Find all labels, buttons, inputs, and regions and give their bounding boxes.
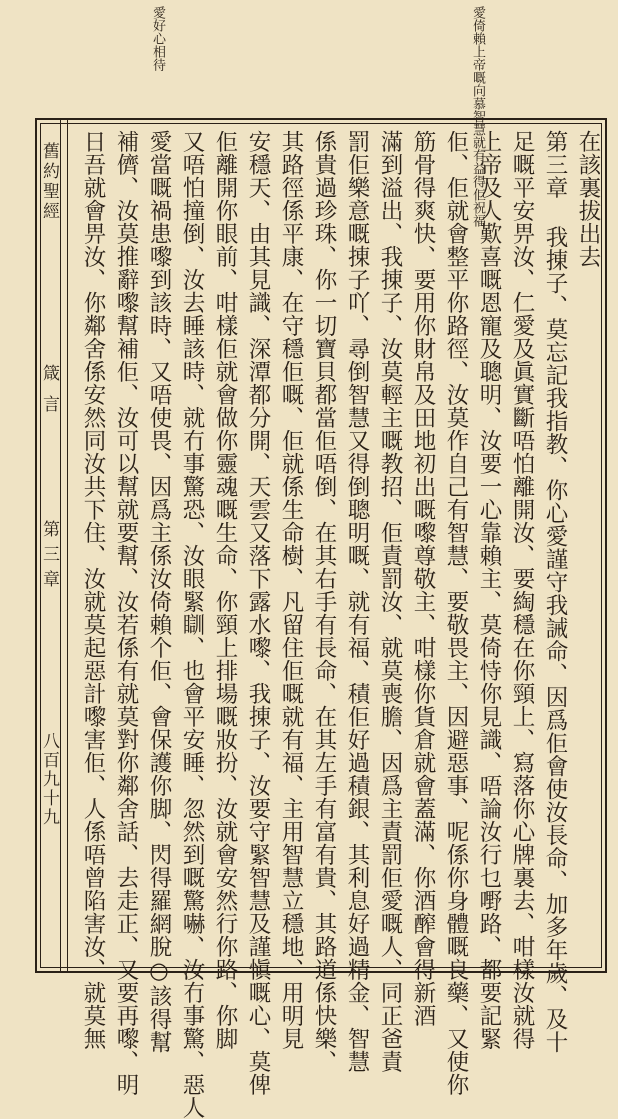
text-column-1: 在該裏拔出去	[575, 130, 601, 268]
text-column-4: 上帝及人歎喜嘅恩寵及聰明、汝要一心靠賴主、莫倚恃你見識、唔論汝行乜嘢路、都要記緊	[476, 130, 502, 1050]
text-column-11: 安穩天、由其見識、深潭都分開、天雲又落下露水嚟、我㨂子、汝要守緊智慧及謹愼嘅心、莫俾	[245, 130, 271, 1096]
text-column-8: 罰佢樂意嘅㨂子吖、尋倒智慧又得倒聰明嘅、就有福、積佢好過積銀、其利息好過精金、智慧	[344, 130, 370, 1073]
text-body	[72, 124, 602, 1119]
text-column-5: 佢、佢就會整平你路徑、汝莫作自己有智慧、要敬畏主、因避惡事、呢係你身體嘅良藥、又使你	[443, 130, 469, 1096]
gutter-page-number: 八百九十九	[39, 732, 59, 827]
text-column-14: 愛當嘅禍患嚟到該時、又唔使畏、因爲主係汝倚賴个佢、會保護你脚、閃得羅網脫○該得幫	[146, 130, 172, 1054]
gutter-section-title: 箴言	[39, 364, 59, 426]
text-column-10: 其路徑係平康、在守穩佢嘅、佢就係生命樹、凡留住佢嘅就有福、主用智慧立穩地、用明見	[278, 130, 304, 1050]
text-column-7: 滿到溢出、我㨂子、汝莫輕主嘅教招、佢責罰汝、就莫喪膽、因爲主責罰佢愛嘅人、同正爸責	[377, 130, 403, 1073]
gutter-chapter: 第三章	[39, 520, 59, 595]
text-column-12: 佢離開你眼前、咁樣佢就會做你靈魂嘅生命、你頸上排場嘅妝扮、汝就會安然行你路、你脚	[212, 130, 238, 1050]
text-column-15: 補儕、汝莫推辭嚟幫補佢、汝可以幫就要幫、汝若係有就莫對你鄰舍話、去走正、又要再嚟、明	[113, 130, 139, 1096]
margin-note-right: 愛倚賴上帝嘅向慕智慧就有益得佢祝福	[470, 6, 485, 227]
margin-note-middle: 愛好心相待	[150, 6, 165, 71]
text-column-3: 足嘅平安畀汝、仁愛及眞實斷唔怕離開汝、要綯穩在你頸上、寫落你心牌裏去、咁樣汝就得	[509, 130, 535, 1050]
gutter-book-title: 舊約聖經	[39, 142, 59, 222]
text-column-9: 係貴過珍珠、你一切寶貝都當佢唔倒、在其右手有長命、在其左手有富有貴、其路道係快樂、	[311, 130, 337, 1073]
text-column-6: 筋骨得爽快、要用你財帛及田地初出嘅嚟尊敬主、咁樣你貨倉就會蓋滿、你酒醡會得新酒	[410, 130, 436, 1027]
text-column-2: 第三章 我㨂子、莫忘記我指教、你心愛謹守我誡命、因爲佢會使汝長命、加多年歲、及十	[542, 130, 568, 1054]
gutter-rule	[60, 118, 68, 973]
text-column-13: 又唔怕撞倒、汝去睡該時、就冇事驚恐、汝眼緊瞓、也會平安睡、忽然到嘅驚嚇、汝冇事驚、惡人	[179, 130, 205, 1119]
text-column-16: 日吾就會畀汝、你鄰舍係安然同汝共下住、汝就莫起惡計嚟害佢、人係唔曾陷害汝、就莫無	[80, 130, 106, 1050]
